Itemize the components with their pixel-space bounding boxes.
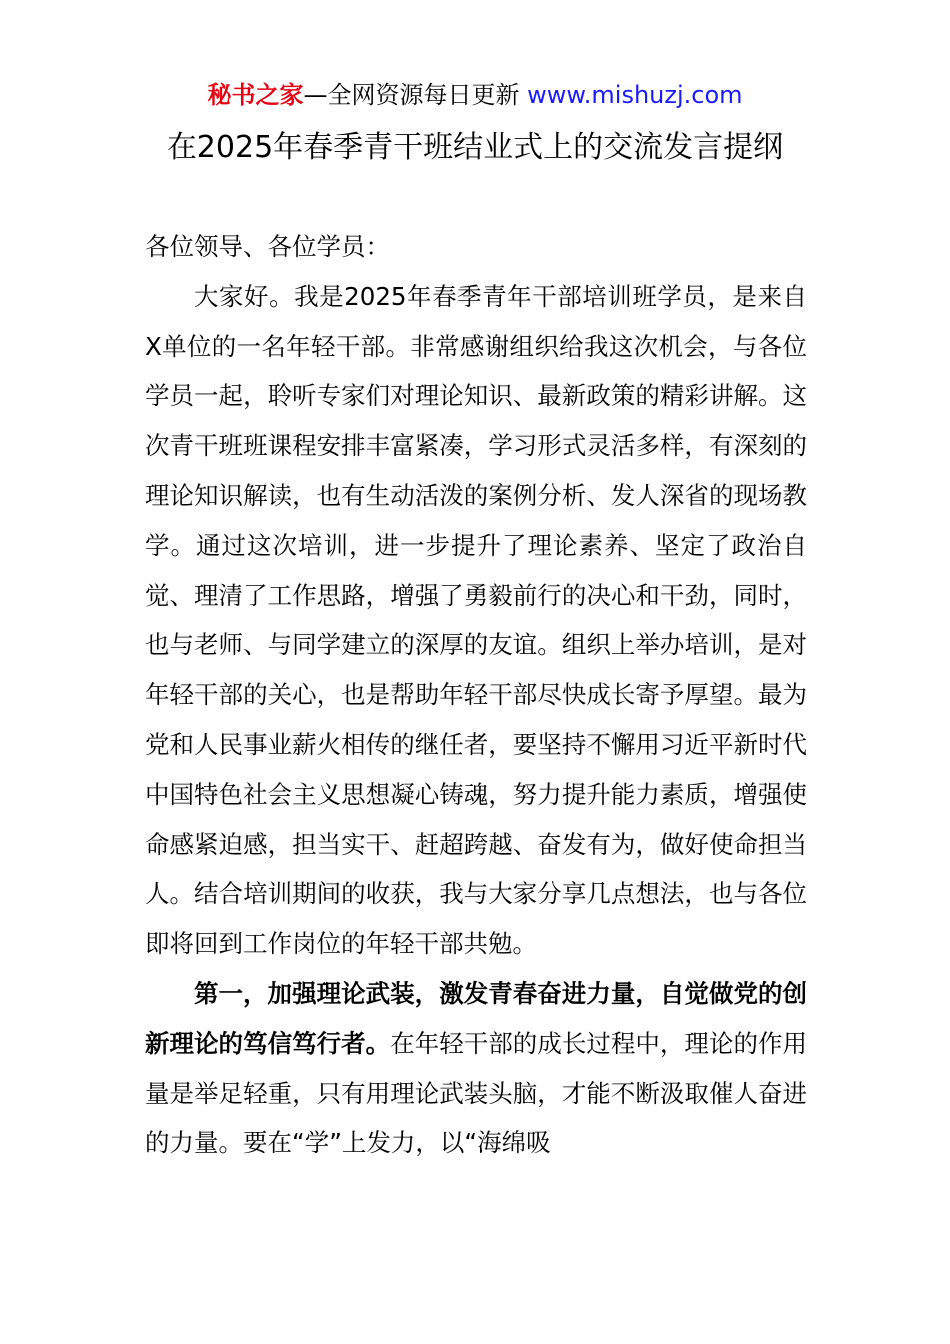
paragraph-body: 在年轻干部的成长过程中，理论的作用量是举足轻重，只有用理论武装头脑，才能不断汲取催人奋进的力量。要在“学”上发力，以“海绵吸 xyxy=(145,1028,808,1158)
brand-name: 秘书之家 xyxy=(207,81,304,109)
document-title: 在2025年春季青干班结业式上的交流发言提纲 xyxy=(166,130,784,165)
document-body xyxy=(145,222,807,1168)
site-header xyxy=(0,78,950,112)
paragraph-first-point xyxy=(145,969,807,1168)
paragraph-lead: 第一，加强理论武装，激发青春奋进力量，自觉做党的创新理论的笃信笃行者。 xyxy=(145,978,807,1058)
site-url[interactable]: www.mishuzj.com xyxy=(527,81,743,109)
paragraph-intro: 大家好。我是2025年春季青年干部培训班学员，是来自X单位的一名年轻干部。非常感谢组织给我这次机会，与各位学员一起，聆听专家们对理论知识、最新政策的精彩讲解。这次青干班班课程安排丰富紧凑，学习形式灵活多样，有深刻的理论知识解读，也有生动活泼的案例分析、发人深省的现场教学。通过这次培训，进一步提升了理论素养、坚定了政治自觉、理清了工作思路，增强了勇毅前行的决心和干劲，同时，也与老师、与同学建立的深厚的友谊。组织上举办培训，是对年轻干部的关心，也是帮助年轻干部尽快成长寄予厚望。最为党和人民事业薪火相传的继任者，要坚持不懈用习近平新时代中国特色社会主义思想凝心铸魂，努力提升能力素质，增强使命感紧迫感，担当实干、赶超跨越、奋发有为，做好使命担当人。结合培训期间的收获，我与大家分享几点想法，也与各位即将回到工作岗位的年轻干部共勉。 xyxy=(145,281,807,959)
header-tagline: —全网资源每日更新 xyxy=(303,81,520,109)
salutation: 各位领导、各位学员： xyxy=(145,232,390,261)
